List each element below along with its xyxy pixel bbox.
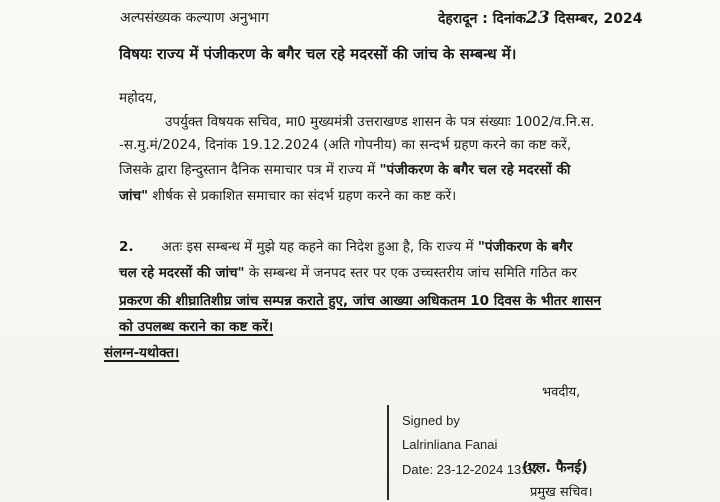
para1-line3-quote: "पंजीकरण के बगैर चल रहे मदरसों की (379, 162, 571, 178)
date-day: 23 (525, 8, 550, 28)
enclosure-note: संलग्न-यथोक्त। (104, 345, 180, 361)
digital-signature-date: Date: 23-12-2024 13:37: (402, 462, 543, 477)
signature-divider (387, 405, 389, 500)
date-rest: दिसम्बर, 2024 (554, 11, 643, 27)
department-name: अल्पसंख्यक कल्याण अनुभाग (120, 10, 269, 26)
para1-line4 (119, 186, 659, 204)
para1-line3 (119, 160, 659, 178)
para1-line4-quote: जांच" (119, 188, 149, 204)
para2-line2 (119, 263, 659, 281)
para2-line1-quote: "पंजीकरण के बगैर (477, 239, 573, 255)
para2-line2-text: के सम्बन्ध में जनपद स्तर पर एक उच्चस्तरीय जांच समिति गठित कर (244, 265, 577, 281)
digital-signature-label: Signed by (402, 413, 460, 428)
signatory-name-hindi: (एल. फैनई) (522, 460, 588, 476)
para2-line1-text: अतः इस सम्बन्ध में मुझे यह कहने का निदेश हुआ है, कि राज्य में (161, 239, 478, 255)
date-prefix: देहरादून : दिनांक (438, 11, 526, 27)
para2-line4-underlined: को उपलब्ध कराने का कष्ट करें। (119, 319, 274, 335)
para1-line4-text: शीर्षक से प्रकाशित समाचार का संदर्भ ग्रहण करने का कष्ट करें। (148, 188, 457, 204)
letter-subject: विषयः राज्य में पंजीकरण के बगैर चल रहे मदरसों की जांच के सम्बन्ध में। (119, 45, 517, 63)
para1-line3-text: जिसके द्वारा हिन्दुस्तान दैनिक समाचार पत्र में राज्य में (119, 162, 380, 178)
signatory-designation: प्रमुख सचिव। (530, 485, 593, 500)
para2-line3-underlined: प्रकरण की शीघ्रातिशीघ्र जांच सम्पन्न कराते हुए, जांच आख्या अधिकतम 10 दिवस के भीतर शासन (119, 293, 602, 309)
letter-date (438, 8, 642, 28)
para2-line1 (119, 237, 659, 255)
para1-line1: उपर्युक्त विषयक सचिव, मा0 मुख्यमंत्री उत्तराखण्ड शासन के पत्र संख्याः 1002/व.नि.स. (165, 114, 595, 130)
digital-signature-name: Lalrinliana Fanai (402, 437, 498, 452)
para1-line2: -स.मु.मं/2024, दिनांक 19.12.2024 (अति गोपनीय) का सन्दर्भ ग्रहण करने का कष्ट करें, (119, 137, 572, 153)
para2-line2-quote: चल रहे मदरसों की जांच" (119, 265, 245, 281)
para2-number: 2. (119, 239, 134, 255)
salutation: महोदय, (119, 90, 158, 106)
closing-yours: भवदीय, (542, 385, 581, 400)
